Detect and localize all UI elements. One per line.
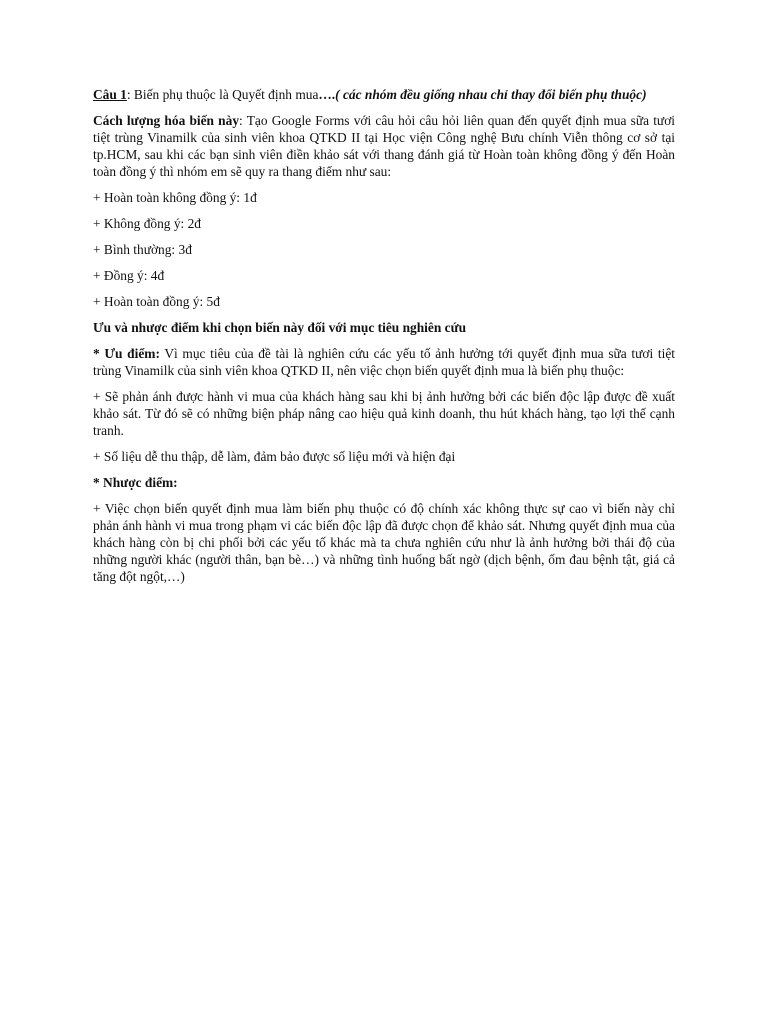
pros-point: + Số liệu dễ thu thập, dễ làm, đảm bảo được số liệu mới và hiện đại <box>93 449 456 464</box>
scale-item: + Không đồng ý: 2đ <box>93 216 201 231</box>
quantification-label: Cách lượng hóa biến này <box>93 113 240 128</box>
cons-label: * Nhược điểm: <box>93 475 178 490</box>
pros-cons-heading: Ưu và nhược điểm khi chọn biến này đối với mục tiêu nghiên cứu <box>93 320 467 335</box>
document-body <box>93 86 675 594</box>
scale-item: + Hoàn toàn không đồng ý: 1đ <box>93 190 257 205</box>
scale-item: + Bình thường: 3đ <box>93 242 192 257</box>
quantification-paragraph <box>93 112 675 180</box>
question-label: Câu 1 <box>93 87 127 102</box>
pros-point: + Sẽ phản ánh được hành vi mua của khách hàng sau khi bị ảnh hưởng bởi các biến độc lập được đề xuất khảo sát. Từ đó sẽ có những biện pháp nâng cao hiệu quả kinh doanh, thu hút khách hàng, tạo lợi thế cạnh tranh. <box>93 389 675 438</box>
scale-item: + Đồng ý: 4đ <box>93 268 165 283</box>
question-text: : Biến phụ thuộc là Quyết định mua <box>126 87 319 102</box>
pros-paragraph <box>93 345 675 379</box>
pros-label: * Ưu điểm: <box>93 346 160 361</box>
pros-text: Vì mục tiêu của đề tài là nghiên cứu các yếu tố ảnh hưởng tới quyết định mua sữa tươi tiệt trùng Vinamilk của sinh viên khoa QTKD II, nên việc chọn biến quyết định mua là biến phụ thuộc: <box>93 346 675 378</box>
cons-point: + Việc chọn biến quyết định mua làm biến phụ thuộc có độ chính xác không thực sự cao vì biến này chỉ phản ánh hành vi mua trong phạm vi các biến độc lập đã được chọn để khảo sát. Nhưng quyết định mua của khách hàng còn bị chi phối bởi các yếu tố khác mà ta chưa nghiên cứu như là ảnh hưởng bởi thái độ của những người khác (người thân, bạn bè…) và những tình huống bất ngờ (dịch bệnh, ốm đau bệnh tật, giá cả tăng đột ngột,…) <box>93 501 675 584</box>
question-1 <box>93 86 675 103</box>
quantification-text: : Tạo Google Forms với câu hỏi câu hỏi liên quan đến quyết định mua sữa tươi tiệt trùng Vinamilk của sinh viên khoa QTKD II tại Học viện Công nghệ Bưu chính Viễn thông cơ sở tại tp.HCM, sau khi các bạn sinh viên điền khảo sát với thang đánh giá từ Hoàn toàn không đồng ý đến Hoàn toàn đồng ý thì nhóm em sẽ quy ra thang điểm như sau: <box>93 113 675 179</box>
scale-item: + Hoàn toàn đồng ý: 5đ <box>93 294 220 309</box>
question-note: ( các nhóm đều giống nhau chỉ thay đổi biến phụ thuộc) <box>335 87 647 102</box>
question-ellipsis: …. <box>318 87 336 102</box>
